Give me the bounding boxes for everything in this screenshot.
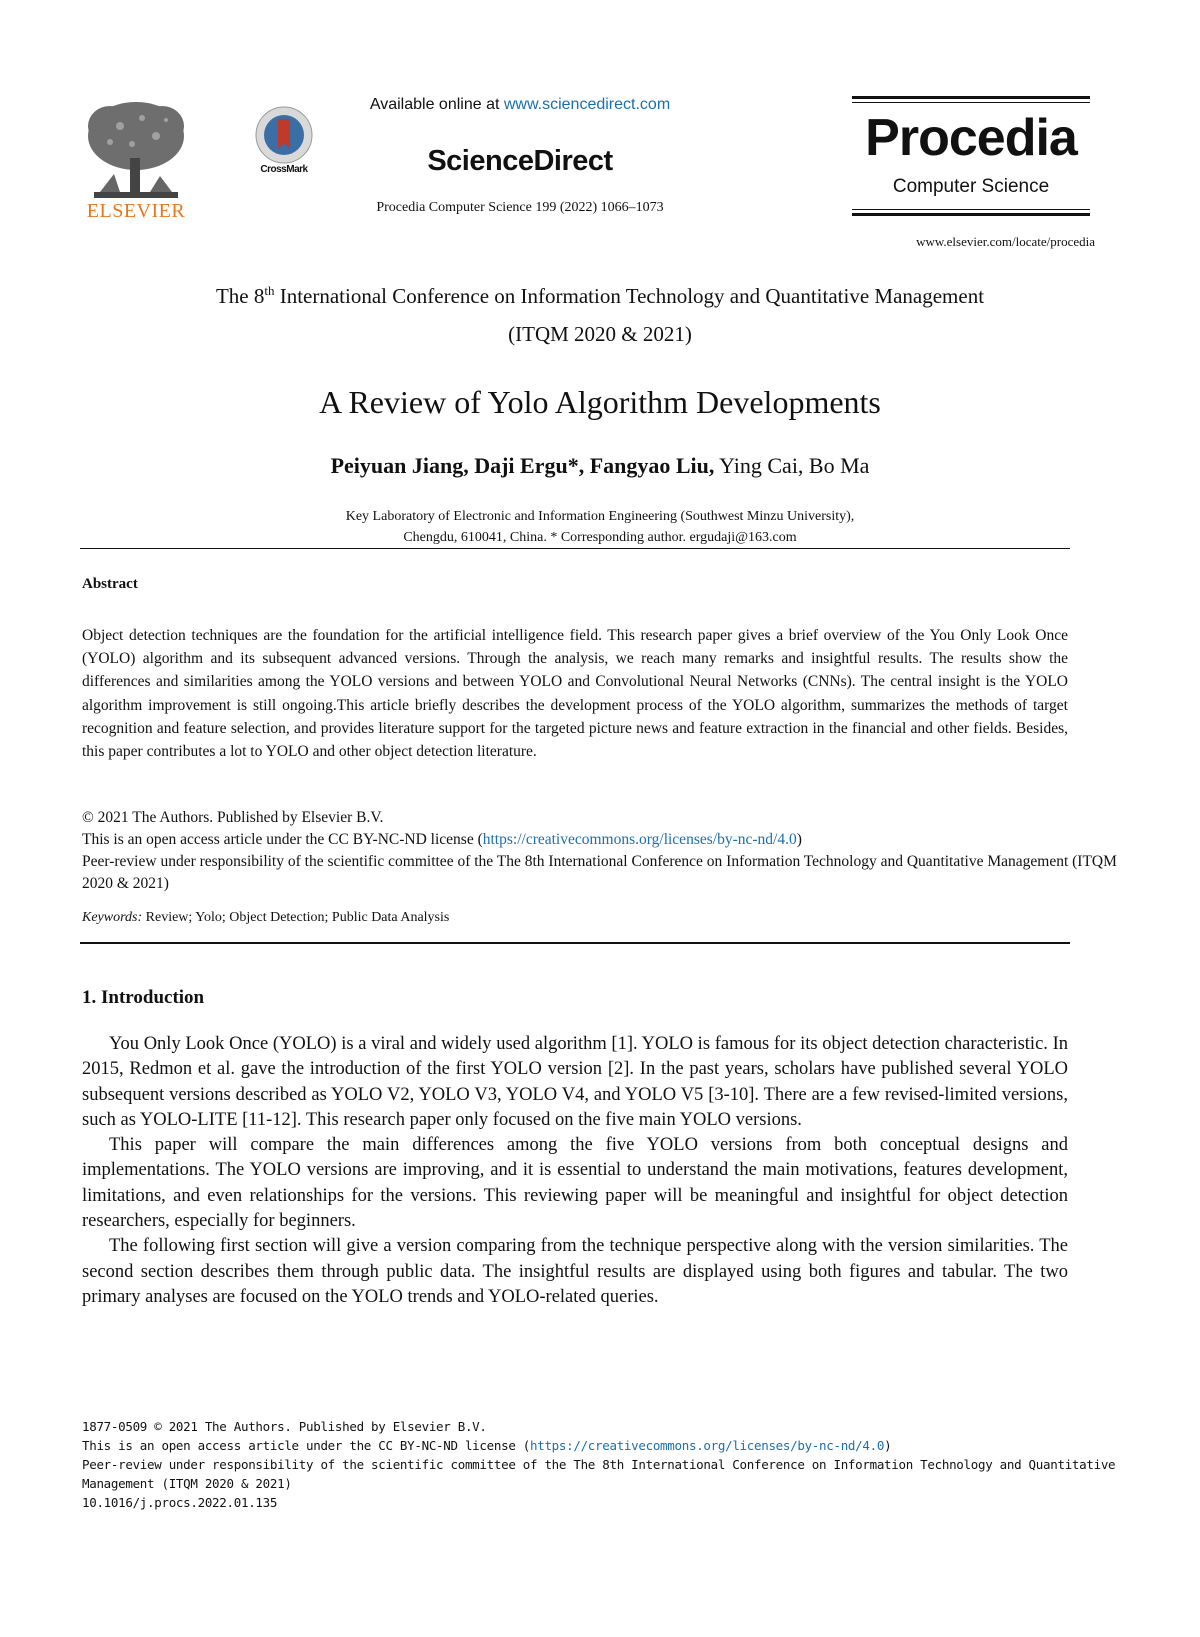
intro-paragraph: You Only Look Once (YOLO) is a viral and widely used algorithm [1]. YOLO is famous for its object detection characteristic. In 2015, Redmon et al. gave the introduction of the first YOLO version [2]. In the past years, scholars have published several YOLO subsequent versions described as YOLO V2, YOLO V3, YOLO V4, and YOLO V5 [3-10]. There are a few revised-limited versions, such as YOLO-LITE [11-12]. This research paper only focused on the five main YOLO versions.: [82, 1034, 1068, 1130]
procedia-url[interactable]: www.elsevier.com/locate/procedia: [916, 234, 1095, 249]
divider-bottom: [80, 942, 1070, 944]
footer-license-link[interactable]: https://creativecommons.org/licenses/by-nc-nd/4.0: [530, 1438, 885, 1453]
introduction-body: [82, 1032, 1068, 1310]
intro-paragraph: This paper will compare the main differences among the five YOLO versions from both conceptual designs and implementations. The YOLO versions are improving, and it is essential to understand the main motivations, features development, limitations, and even relationships for the versions. This reviewing paper will be meaningful and insightful for object detection researchers, especially for beginners.: [82, 1135, 1068, 1232]
abstract-heading: Abstract: [82, 576, 138, 592]
conference-short: (ITQM 2020 & 2021): [508, 322, 692, 346]
footer-open-access: This is an open access article under the CC BY-NC-ND license (https://creativecommons.org/licenses/by-nc-nd/4.0): [82, 1438, 892, 1453]
license-link[interactable]: https://creativecommons.org/licenses/by-nc-nd/4.0: [482, 831, 797, 848]
license-block: [82, 807, 1122, 895]
issn-line: 1877-0509 © 2021 The Authors. Published by Elsevier B.V.: [82, 1419, 487, 1434]
paper-title: A Review of Yolo Algorithm Developments: [319, 384, 881, 420]
procedia-subtitle: Computer Science: [892, 176, 1050, 197]
sciencedirect-wordmark: ScienceDirect: [427, 145, 613, 177]
footer-peer-review: Peer-review under responsibility of the scientific committee of the The 8th International Conference on Information Technology and Quantitative Management (ITQM 2020 & 2021): [82, 1457, 1116, 1491]
keywords: Keywords: Review; Yolo; Object Detection; Public Data Analysis: [82, 910, 450, 925]
open-access-line: This is an open access article under the CC BY-NC-ND license (https://creativecommons.org/licenses/by-nc-nd/4.0): [82, 831, 802, 848]
conference-name: The 8th International Conference on Information Technology and Quantitative Management: [215, 283, 985, 308]
divider-top: [80, 548, 1070, 549]
abstract-text: Object detection techniques are the foundation for the artificial intelligence field. This research paper gives a brief overview of the You Only Look Once (YOLO) algorithm and its subsequent advanced versions. Through the analysis, we reach many remarks and insightful results. The results show the differences and similarities among the YOLO versions and between YOLO and Convolutional Neural Networks (CNNs). The central insight is the YOLO algorithm improvement is still ongoing.This article briefly describes the development process of the YOLO algorithm, summarizes the methods of target recognition and feature selection, and provides literature support for the targeted picture news and feature extraction in the financial and other fields. Besides, this paper contributes a lot to YOLO and other object detection literature.: [82, 627, 1068, 761]
introduction-heading: 1. Introduction: [82, 987, 205, 1008]
author-list: Peiyuan Jiang, Daji Ergu*, Fangyao Liu, Ying Cai, Bo Ma: [330, 453, 870, 478]
available-online: Available online at www.sciencedirect.com: [369, 96, 671, 113]
journal-reference: Procedia Computer Science 199 (2022) 1066–1073: [376, 200, 664, 215]
doi[interactable]: 10.1016/j.procs.2022.01.135: [82, 1495, 278, 1510]
crossmark-label: CrossMark: [260, 164, 308, 175]
peer-review-line: Peer-review under responsibility of the scientific committee of the The 8th International Conference on Information Technology and Quantitative Management (ITQM 2020 & 2021): [82, 853, 1117, 892]
procedia-title: Procedia: [865, 109, 1077, 167]
sciencedirect-link[interactable]: www.sciencedirect.com: [503, 96, 671, 113]
procedia-logo: [852, 96, 1090, 222]
copyright-line: © 2021 The Authors. Published by Elsevier B.V.: [82, 809, 384, 826]
affiliation: Key Laboratory of Electronic and Information Engineering (Southwest Minzu University), Chengdu, 610041, China. * Corresponding author. ergudaji@163.com: [345, 509, 855, 545]
elsevier-wordmark: ELSEVIER: [86, 200, 186, 222]
intro-paragraph: The following first section will give a version comparing from the technique perspective along with the version similarities. The second section describes them through public data. The insightful results are displayed using both figures and tabular. The two primary analyses are focused on the YOLO trends and YOLO-related queries.: [82, 1236, 1068, 1307]
footnote: [82, 1417, 1122, 1512]
